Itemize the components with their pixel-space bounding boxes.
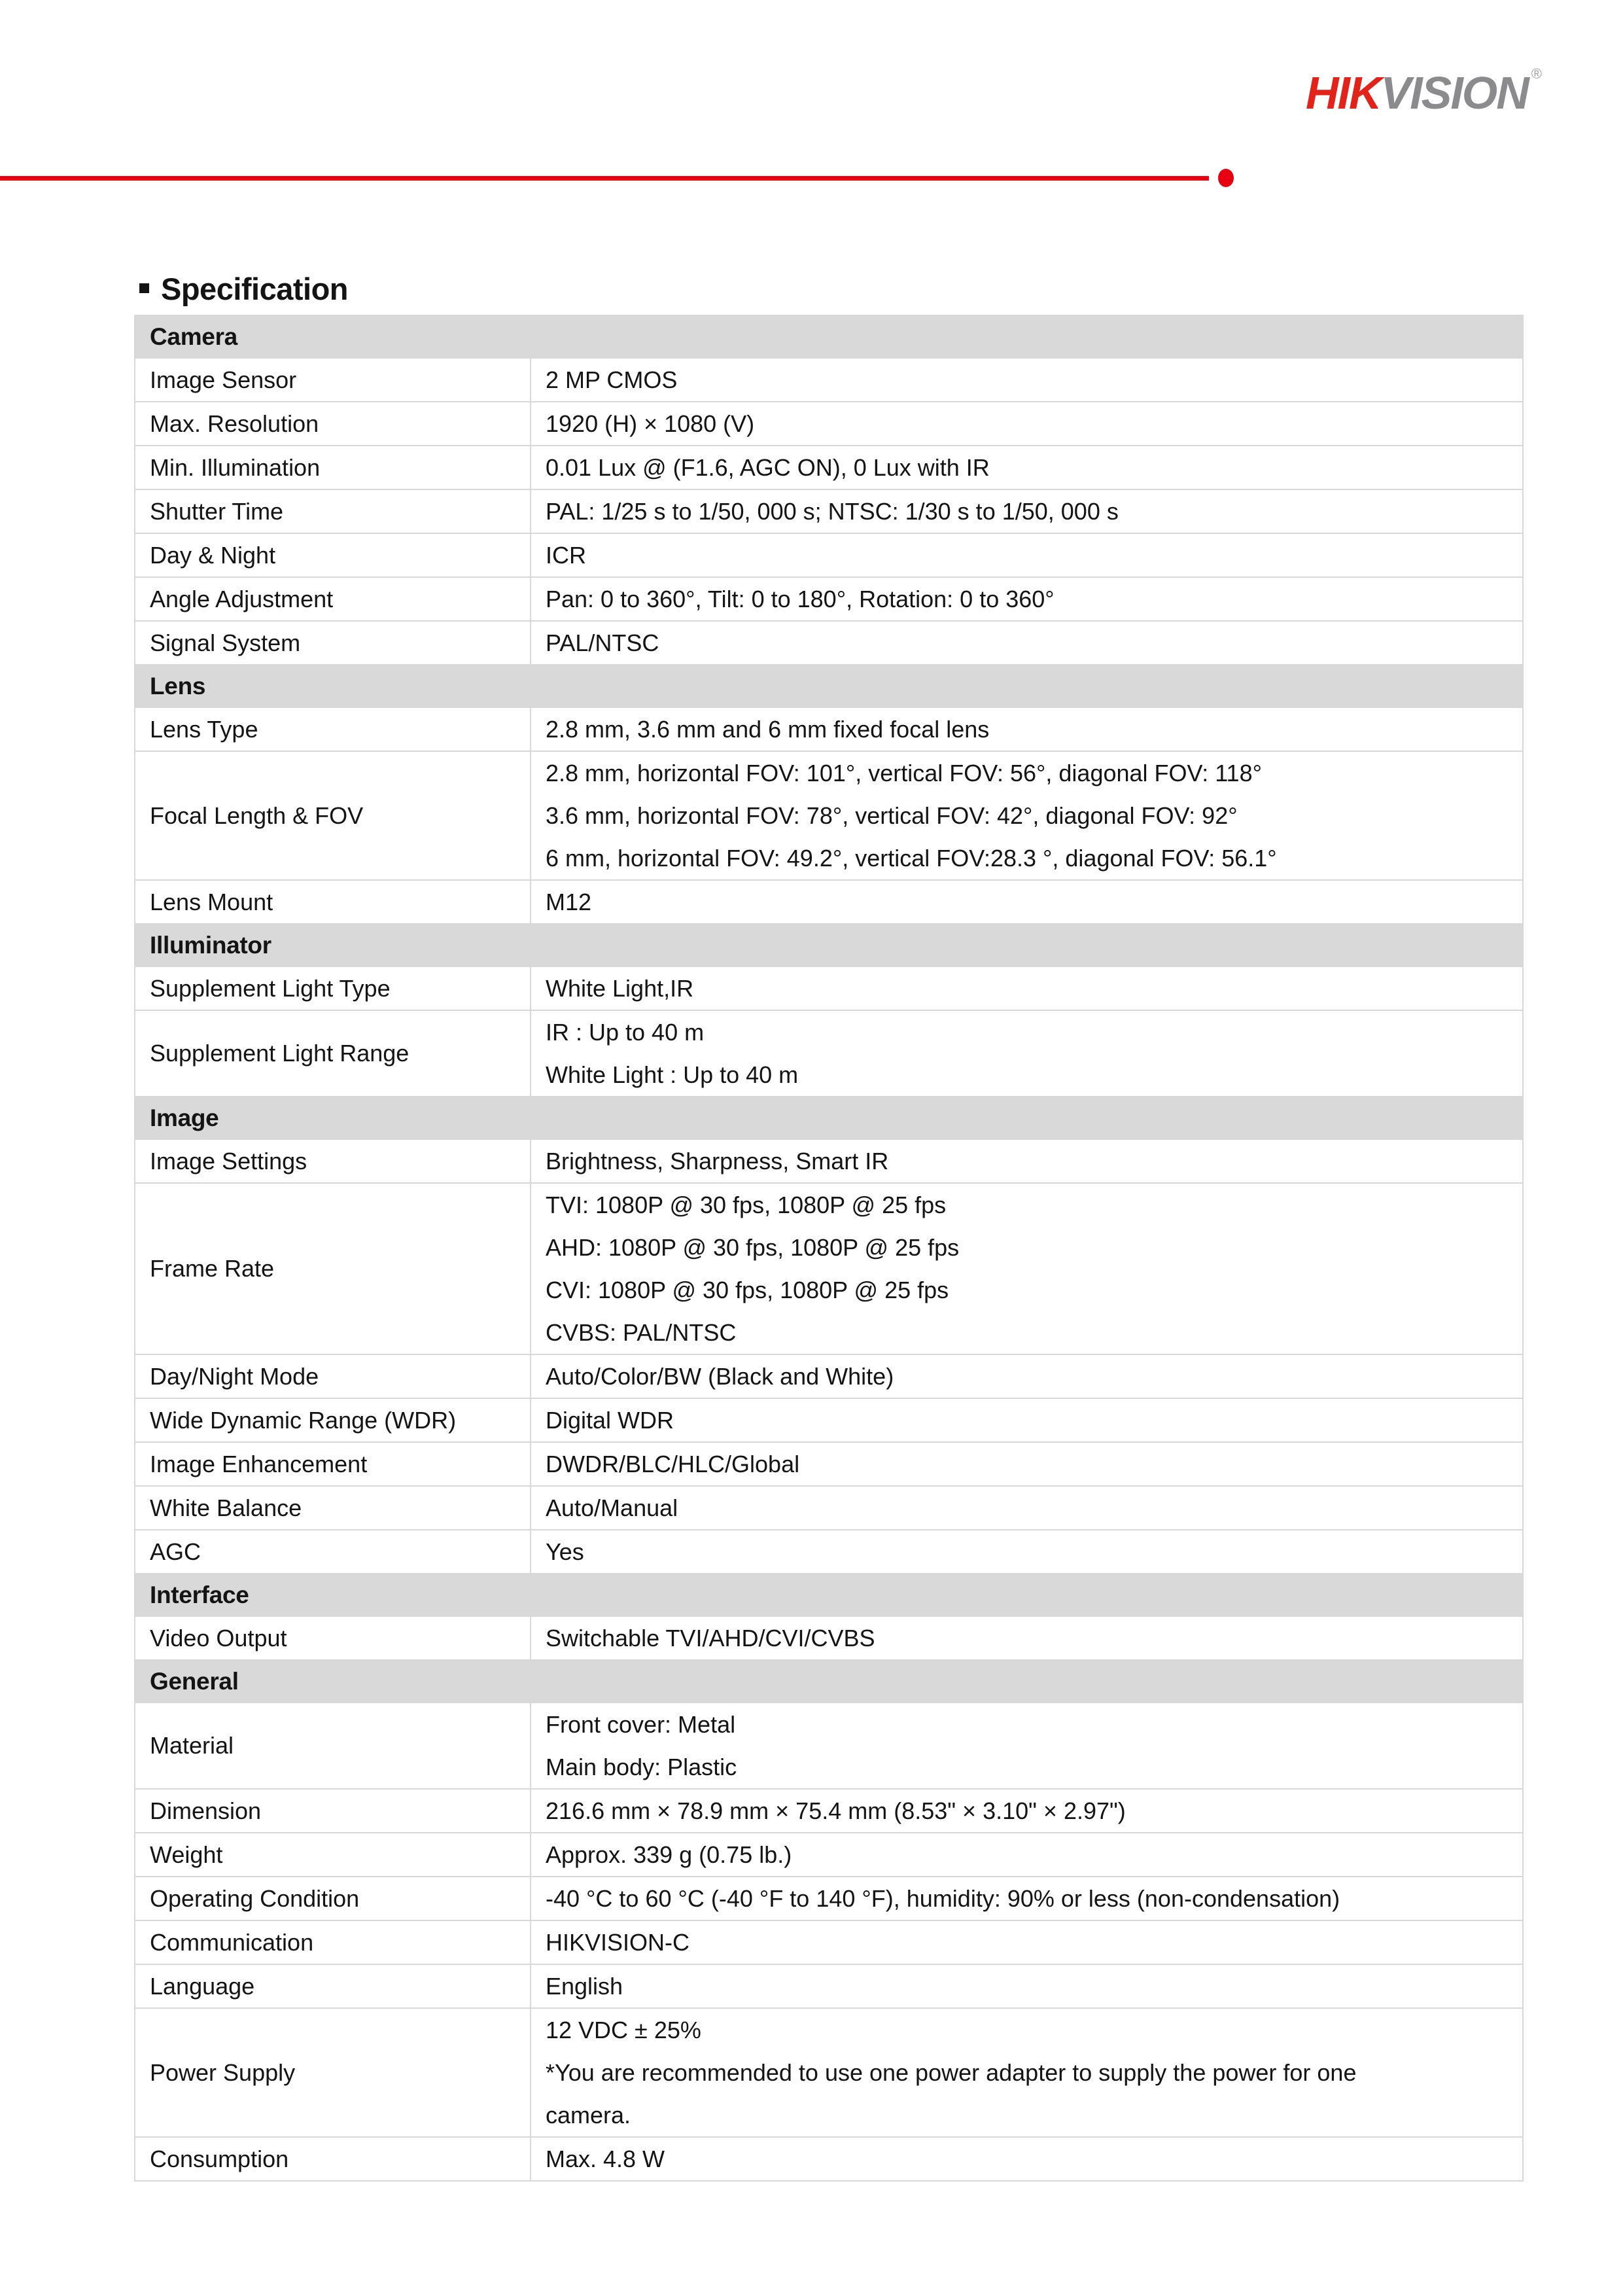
spec-value-line: PAL: 1/25 s to 1/50, 000 s; NTSC: 1/30 s to 1/50, 000 s xyxy=(546,498,1119,525)
spec-value-cell xyxy=(531,577,1523,621)
registered-trademark-icon: ® xyxy=(1531,65,1542,82)
logo-text-hik: HIK xyxy=(1305,67,1381,118)
spec-value-cell xyxy=(531,751,1523,880)
spec-value-cell xyxy=(531,707,1523,751)
spec-label: White Balance xyxy=(150,1494,302,1521)
spec-value-cell xyxy=(531,1530,1523,1574)
spec-value-line: AHD: 1080P @ 30 fps, 1080P @ 25 fps xyxy=(546,1234,960,1261)
spec-label-cell xyxy=(135,1877,531,1920)
spec-label-cell xyxy=(135,2008,531,2137)
spec-label-cell xyxy=(135,1398,531,1442)
spec-row xyxy=(135,489,1523,533)
spec-row xyxy=(135,2137,1523,2181)
spec-value-line: 2 MP CMOS xyxy=(546,366,678,393)
section-title: General xyxy=(150,1667,239,1695)
spec-value-cell xyxy=(531,621,1523,665)
spec-label: Wide Dynamic Range (WDR) xyxy=(150,1406,457,1434)
spec-value-line: 1920 (H) × 1080 (V) xyxy=(546,410,755,437)
spec-value-line: 216.6 mm × 78.9 mm × 75.4 mm (8.53" × 3.10" × 2.97") xyxy=(546,1797,1126,1824)
spec-label: Lens Mount xyxy=(150,888,273,915)
spec-value-cell xyxy=(531,1486,1523,1530)
spec-value-cell xyxy=(531,446,1523,489)
section-header xyxy=(135,924,1523,966)
spec-value-line: M12 xyxy=(546,889,592,915)
spec-label: AGC xyxy=(150,1538,201,1565)
spec-value-cell xyxy=(531,880,1523,924)
spec-label: Language xyxy=(150,1972,255,2000)
section-header-row xyxy=(135,665,1523,707)
spec-label: Min. Illumination xyxy=(150,453,321,481)
spec-value-cell xyxy=(531,402,1523,446)
spec-label: Weight xyxy=(150,1841,223,1868)
spec-label-cell xyxy=(135,966,531,1010)
spec-label: Material xyxy=(150,1732,234,1759)
spec-row xyxy=(135,1920,1523,1964)
spec-value-line: Switchable TVI/AHD/CVI/CVBS xyxy=(546,1625,875,1651)
spec-row xyxy=(135,1964,1523,2008)
spec-row xyxy=(135,1486,1523,1530)
spec-label-cell xyxy=(135,533,531,577)
spec-label-cell xyxy=(135,1530,531,1574)
spec-row xyxy=(135,880,1523,924)
spec-label: Dimension xyxy=(150,1797,262,1824)
spec-row xyxy=(135,1010,1523,1097)
spec-row xyxy=(135,1442,1523,1486)
spec-value-cell xyxy=(531,1833,1523,1877)
spec-value-line: CVI: 1080P @ 30 fps, 1080P @ 25 fps xyxy=(546,1277,949,1303)
spec-value-cell xyxy=(531,1877,1523,1920)
spec-row xyxy=(135,751,1523,880)
section-header xyxy=(135,665,1523,707)
spec-row xyxy=(135,1139,1523,1183)
spec-value-line: 0.01 Lux @ (F1.6, AGC ON), 0 Lux with IR xyxy=(546,454,990,481)
spec-value-line: Front cover: Metal xyxy=(546,1711,736,1738)
page-title: Specification xyxy=(161,272,349,306)
spec-value-cell xyxy=(531,1920,1523,1964)
section-header-row xyxy=(135,1574,1523,1616)
spec-row xyxy=(135,402,1523,446)
spec-row xyxy=(135,707,1523,751)
spec-label-cell xyxy=(135,2137,531,2181)
spec-value-cell xyxy=(531,1010,1523,1097)
section-header-row xyxy=(135,315,1523,358)
spec-label-cell xyxy=(135,621,531,665)
section-header-row xyxy=(135,1097,1523,1139)
spec-label: Image Settings xyxy=(150,1147,307,1174)
header-divider-end-dot xyxy=(1218,169,1234,187)
section-header xyxy=(135,1660,1523,1703)
spec-row xyxy=(135,1877,1523,1920)
spec-label: Signal System xyxy=(150,629,301,656)
spec-row xyxy=(135,1789,1523,1833)
spec-value-line: -40 °C to 60 °C (-40 °F to 140 °F), humidity: 90% or less (non-condensation) xyxy=(546,1885,1340,1912)
spec-value-cell xyxy=(531,358,1523,402)
spec-label-cell xyxy=(135,489,531,533)
spec-value-line: ICR xyxy=(546,542,586,569)
spec-value-cell xyxy=(531,1354,1523,1398)
section-title: Lens xyxy=(150,672,206,699)
spec-value-cell xyxy=(531,1442,1523,1486)
spec-label-cell xyxy=(135,880,531,924)
spec-row xyxy=(135,1616,1523,1660)
spec-label-cell xyxy=(135,1183,531,1354)
spec-label-cell xyxy=(135,751,531,880)
spec-label: Max. Resolution xyxy=(150,410,319,437)
spec-row xyxy=(135,1183,1523,1354)
spec-row xyxy=(135,577,1523,621)
spec-label-cell xyxy=(135,402,531,446)
spec-value-line: CVBS: PAL/NTSC xyxy=(546,1319,737,1346)
spec-label: Focal Length & FOV xyxy=(150,802,364,829)
spec-value-line: Pan: 0 to 360°, Tilt: 0 to 180°, Rotation: 0 to 360° xyxy=(546,586,1055,612)
spec-value-line: DWDR/BLC/HLC/Global xyxy=(546,1451,800,1477)
spec-value-line: 12 VDC ± 25% xyxy=(546,2017,701,2043)
spec-value-line: 6 mm, horizontal FOV: 49.2°, vertical FOV:28.3 °, diagonal FOV: 56.1° xyxy=(546,845,1277,872)
spec-label-cell xyxy=(135,1354,531,1398)
spec-value-line: English xyxy=(546,1973,623,2000)
specification-table xyxy=(134,315,1524,2181)
spec-label-cell xyxy=(135,1703,531,1789)
spec-row xyxy=(135,2008,1523,2137)
spec-value-cell xyxy=(531,1183,1523,1354)
section-header xyxy=(135,1097,1523,1139)
specification-table-body xyxy=(135,315,1523,2181)
spec-value-cell xyxy=(531,533,1523,577)
spec-label-cell xyxy=(135,1616,531,1660)
spec-value-cell xyxy=(531,2008,1523,2137)
section-title: Camera xyxy=(150,323,237,350)
spec-label-cell xyxy=(135,1486,531,1530)
spec-value-cell xyxy=(531,1789,1523,1833)
spec-label-cell xyxy=(135,577,531,621)
spec-value-cell xyxy=(531,1964,1523,2008)
spec-label: Frame Rate xyxy=(150,1255,275,1282)
spec-row xyxy=(135,1398,1523,1442)
spec-label: Image Enhancement xyxy=(150,1450,368,1477)
spec-value-line: 2.8 mm, 3.6 mm and 6 mm fixed focal lens xyxy=(546,716,990,743)
spec-value-line: Digital WDR xyxy=(546,1407,674,1434)
spec-row xyxy=(135,966,1523,1010)
spec-value-cell xyxy=(531,966,1523,1010)
spec-label: Image Sensor xyxy=(150,366,297,393)
spec-value-line: White Light,IR xyxy=(546,975,694,1002)
spec-label-cell xyxy=(135,1964,531,2008)
spec-label: Operating Condition xyxy=(150,1884,360,1912)
spec-row xyxy=(135,1354,1523,1398)
spec-label-cell xyxy=(135,1010,531,1097)
spec-label: Communication xyxy=(150,1928,314,1956)
spec-label: Supplement Light Range xyxy=(150,1040,410,1067)
spec-row xyxy=(135,1833,1523,1877)
spec-row xyxy=(135,358,1523,402)
section-title: Image xyxy=(150,1104,219,1131)
section-header xyxy=(135,315,1523,358)
spec-value-line: 2.8 mm, horizontal FOV: 101°, vertical FOV: 56°, diagonal FOV: 118° xyxy=(546,760,1262,786)
spec-row xyxy=(135,446,1523,489)
spec-value-line: Max. 4.8 W xyxy=(546,2146,665,2172)
spec-label-cell xyxy=(135,1139,531,1183)
spec-label-cell xyxy=(135,1789,531,1833)
header-divider-line xyxy=(0,176,1209,181)
spec-value-line: Brightness, Sharpness, Smart IR xyxy=(546,1148,889,1174)
spec-label-cell xyxy=(135,1442,531,1486)
spec-label: Power Supply xyxy=(150,2058,296,2086)
section-header-row xyxy=(135,924,1523,966)
spec-value-line: TVI: 1080P @ 30 fps, 1080P @ 25 fps xyxy=(546,1192,947,1218)
spec-value-cell xyxy=(531,2137,1523,2181)
section-header xyxy=(135,1574,1523,1616)
spec-label: Shutter Time xyxy=(150,497,284,525)
spec-label: Supplement Light Type xyxy=(150,974,391,1002)
specification-heading xyxy=(139,272,348,306)
spec-value-line: Auto/Color/BW (Black and White) xyxy=(546,1363,894,1390)
spec-value-cell xyxy=(531,1703,1523,1789)
spec-value-line: White Light : Up to 40 m xyxy=(546,1061,799,1088)
section-header-row xyxy=(135,1660,1523,1703)
spec-label: Angle Adjustment xyxy=(150,585,334,612)
spec-value-line: 3.6 mm, horizontal FOV: 78°, vertical FOV: 42°, diagonal FOV: 92° xyxy=(546,802,1238,829)
spec-label: Consumption xyxy=(150,2145,289,2172)
spec-label: Lens Type xyxy=(150,715,258,743)
square-bullet-icon xyxy=(139,283,149,293)
spec-label: Video Output xyxy=(150,1624,287,1651)
spec-value-line: Auto/Manual xyxy=(546,1494,678,1521)
spec-value-line: Yes xyxy=(546,1538,584,1565)
spec-label-cell xyxy=(135,1920,531,1964)
section-title: Illuminator xyxy=(150,931,271,959)
spec-value-cell xyxy=(531,489,1523,533)
spec-value-line: Approx. 339 g (0.75 lb.) xyxy=(546,1841,792,1868)
spec-label-cell xyxy=(135,358,531,402)
spec-value-cell xyxy=(531,1139,1523,1183)
hikvision-logo xyxy=(1306,67,1542,116)
spec-label-cell xyxy=(135,707,531,751)
spec-row xyxy=(135,533,1523,577)
spec-label-cell xyxy=(135,446,531,489)
spec-label: Day & Night xyxy=(150,541,276,569)
spec-value-line: Main body: Plastic xyxy=(546,1754,737,1780)
logo-text-vision: VISION xyxy=(1380,67,1528,118)
spec-row xyxy=(135,621,1523,665)
spec-value-line: PAL/NTSC xyxy=(546,629,659,656)
section-title: Interface xyxy=(150,1581,249,1608)
spec-label-cell xyxy=(135,1833,531,1877)
spec-row xyxy=(135,1703,1523,1789)
spec-value-line: IR : Up to 40 m xyxy=(546,1019,705,1046)
spec-row xyxy=(135,1530,1523,1574)
spec-label: Day/Night Mode xyxy=(150,1362,319,1390)
spec-value-line: *You are recommended to use one power adapter to supply the power for one xyxy=(546,2059,1357,2086)
spec-value-line: HIKVISION-C xyxy=(546,1929,690,1956)
spec-value-cell xyxy=(531,1398,1523,1442)
spec-value-line: camera. xyxy=(546,2102,631,2128)
spec-value-cell xyxy=(531,1616,1523,1660)
